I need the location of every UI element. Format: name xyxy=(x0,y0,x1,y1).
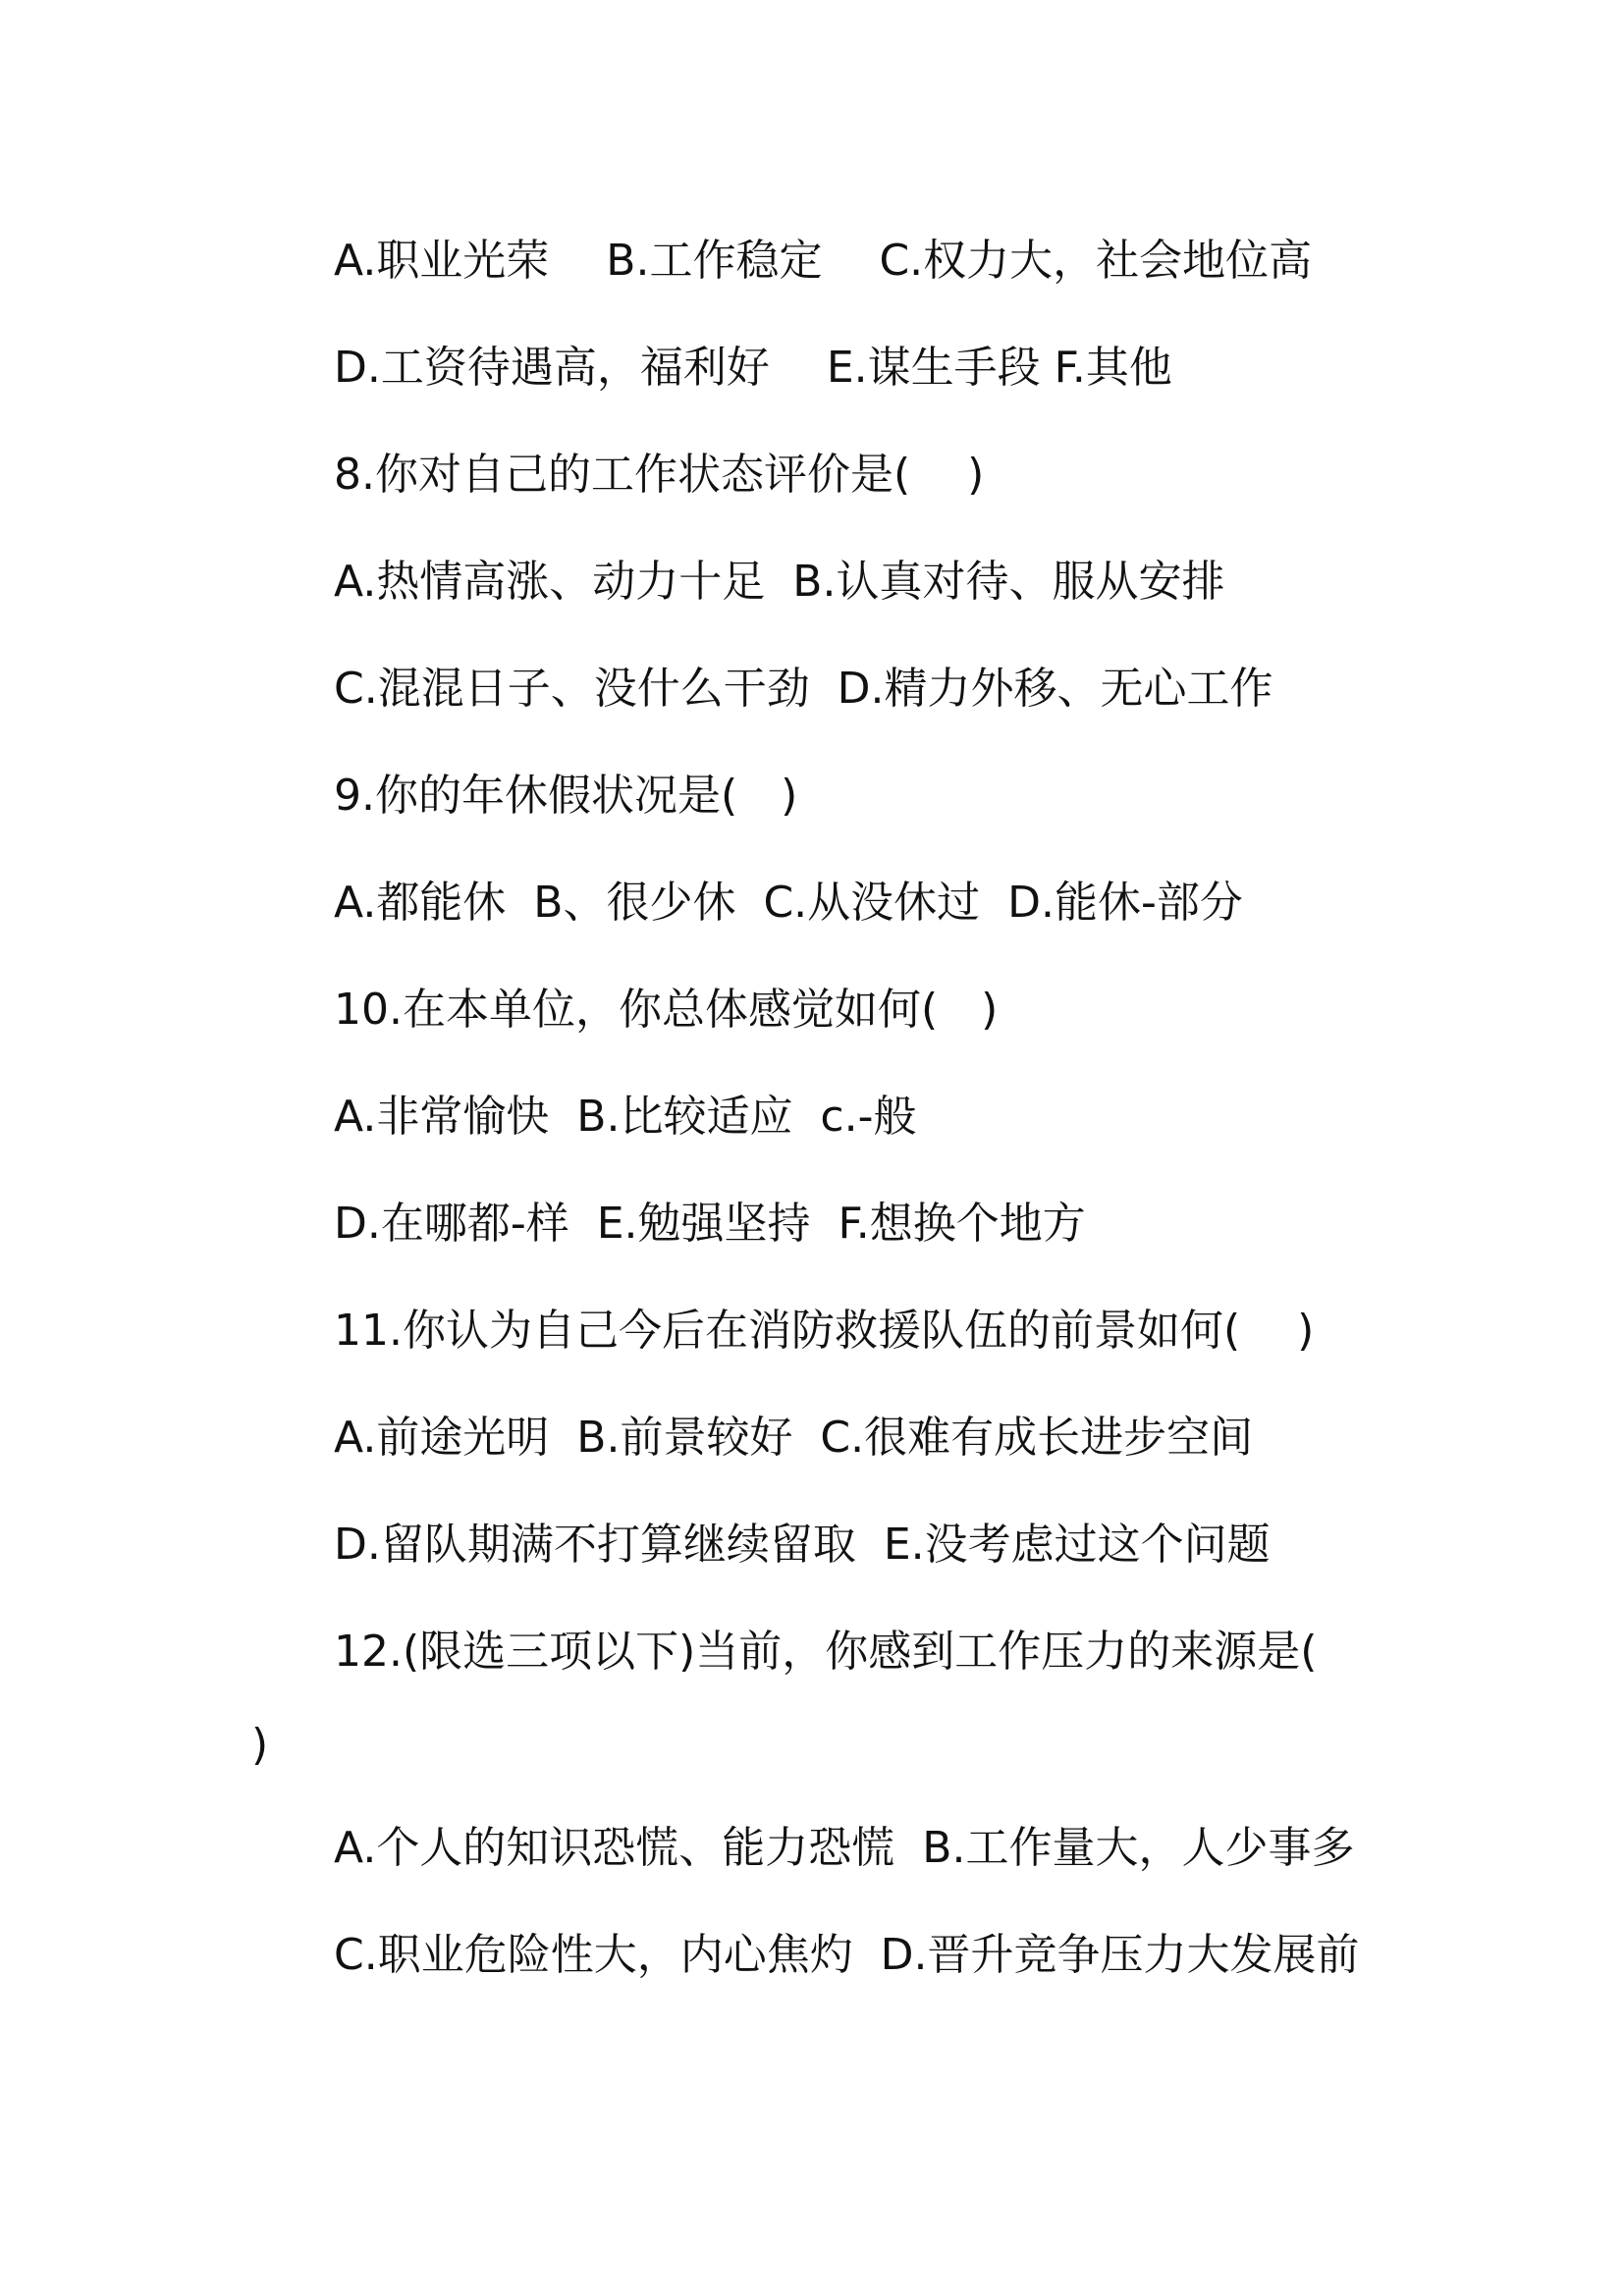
question-9: 9.你的年休假状况是( ) xyxy=(334,771,798,821)
option-line-q11-abc: A.前途光明 B.前景较好 C.很难有成长进步空间 xyxy=(334,1413,1254,1463)
option-line-q10-abc: A.非常愉快 B.比较适应 c.-般 xyxy=(334,1092,917,1142)
option-line-q12-ab: A.个人的知识恐慌、能力恐慌 B.工作量大，人少事多 xyxy=(334,1823,1355,1873)
option-line-q11-de: D.留队期满不打算继续留取 E.没考虑过这个问题 xyxy=(334,1520,1271,1570)
option-line-q12-cd: C.职业危险性大，内心焦灼 D.晋升竞争压力大发展前 xyxy=(334,1930,1360,1980)
question-10: 10.在本单位，你总体感觉如何( ) xyxy=(334,985,999,1035)
option-line-q8-ab: A.热情高涨、动力十足 B.认真对待、服从安排 xyxy=(334,557,1225,607)
option-line-q8-cd: C.混混日子、没什么干劲 D.精力外移、无心工作 xyxy=(334,664,1273,714)
option-line-q7-abc: A.职业光荣 B.工作稳定 C.权力大，社会地位高 xyxy=(334,236,1313,286)
question-12-continuation: ) xyxy=(251,1720,269,1770)
option-line-q7-def: D.工资待遇高，福利好 E.谋生手段 F.其他 xyxy=(334,343,1172,393)
question-8: 8.你对自己的工作状态评价是( ) xyxy=(334,450,985,500)
question-12: 12.(限选三项以下)当前，你感到工作压力的来源是( xyxy=(334,1627,1318,1677)
option-line-q9: A.都能休 B、很少休 C.从没休过 D.能休-部分 xyxy=(334,878,1243,928)
option-line-q10-def: D.在哪都-样 E.勉强坚持 F.想换个地方 xyxy=(334,1199,1086,1249)
question-11: 11.你认为自己今后在消防救援队伍的前景如何( ) xyxy=(334,1306,1315,1356)
